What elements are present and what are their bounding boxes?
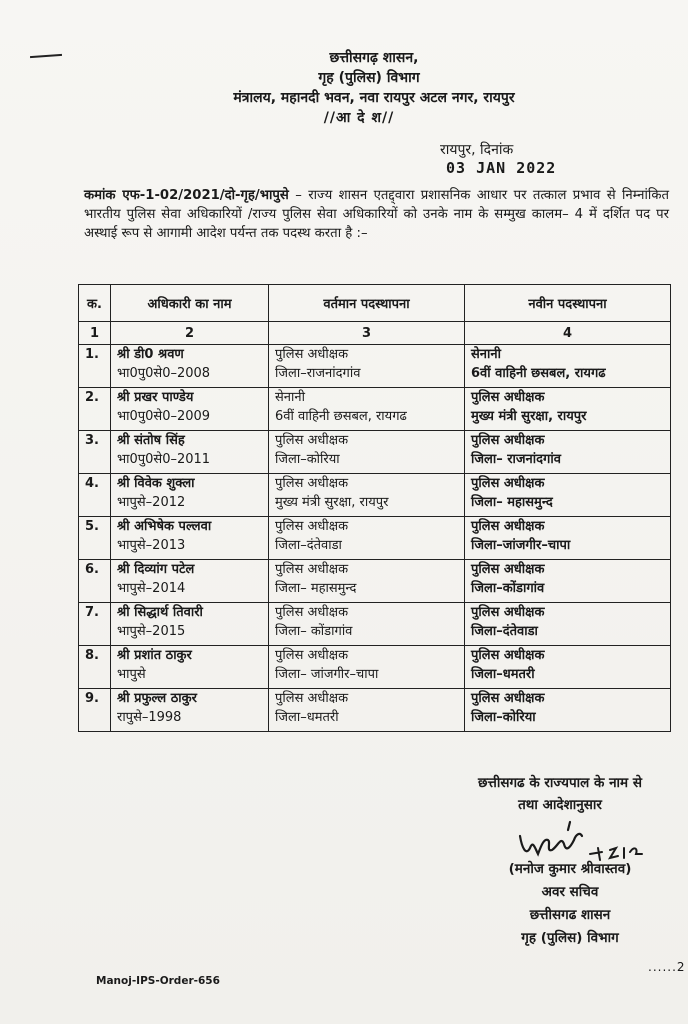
current-place: जिला–धमतरी <box>275 710 339 725</box>
row-serial: 2. <box>79 388 111 431</box>
new-posting-cell <box>465 474 671 517</box>
new-post: पुलिस अधीक्षक <box>471 433 545 448</box>
new-posting-cell <box>465 517 671 560</box>
new-post: पुलिस अधीक्षक <box>471 605 545 620</box>
officer-cell <box>111 517 269 560</box>
date-prefix: रायपुर, दिनांक <box>440 142 514 158</box>
current-posting-cell <box>269 431 465 474</box>
new-posting-cell <box>465 345 671 388</box>
signatory-govt: छत्तीसगढ शासन <box>529 907 611 923</box>
current-post: पुलिस अधीक्षक <box>275 691 349 706</box>
order-reference: कमांक एफ-1-02/2021/दो-गृह/भापुसे <box>84 188 289 203</box>
col-number: 1 <box>79 322 111 345</box>
posting-table <box>78 284 671 732</box>
current-posting-cell <box>269 388 465 431</box>
officer-cell <box>111 474 269 517</box>
table-row <box>79 560 671 603</box>
officer-service-batch: भापुसे–2015 <box>117 624 186 639</box>
closing-authority <box>440 772 680 816</box>
col-number: 3 <box>269 322 465 345</box>
current-place: जिला–दंतेवाडा <box>275 538 342 553</box>
table-row <box>79 517 671 560</box>
header-address: मंत्रालय, महानदी भवन, नवा रायपुर अटल नगर, रायपुर <box>233 90 515 106</box>
column-number-row <box>79 322 671 345</box>
current-post: पुलिस अधीक्षक <box>275 648 349 663</box>
officer-cell <box>111 388 269 431</box>
officer-service-batch: भापुसे <box>117 667 146 682</box>
officer-name: श्री अभिषेक पल्लवा <box>117 519 212 534</box>
date-line <box>440 140 556 177</box>
closing-line-2: तथा आदेशानुसार <box>518 797 602 813</box>
current-posting-cell <box>269 560 465 603</box>
new-posting-cell <box>465 560 671 603</box>
officer-cell <box>111 646 269 689</box>
col-number: 2 <box>111 322 269 345</box>
row-serial: 6. <box>79 560 111 603</box>
officer-service-batch: भापुसे–2014 <box>117 581 186 596</box>
table-row <box>79 474 671 517</box>
officer-name: श्री सिद्धार्थ तिवारी <box>117 605 203 620</box>
order-text: – राज्य शासन एतद्द्वारा प्रशासनिक आधार पर तत्काल प्रभाव से निम्नांकित भारतीय पुलिस सेवा अधिकारियों /राज्य पुलिस सेवा अधिकारियों को उनके नाम के सम्मुख कालम– 4 में दर्शित पद पर अस्थाई रूप से आगामी आदेश पर्यन्त तक पदस्थ करता है :– <box>84 188 669 241</box>
row-serial: 3. <box>79 431 111 474</box>
row-serial: 8. <box>79 646 111 689</box>
officer-name: श्री डी0 श्रवण <box>117 347 184 362</box>
new-post: पुलिस अधीक्षक <box>471 519 545 534</box>
row-serial: 9. <box>79 689 111 732</box>
current-place: 6वीं वाहिनी छसबल, रायगढ <box>275 409 407 424</box>
officer-name: श्री विवेक शुक्ला <box>117 476 195 491</box>
table-row <box>79 431 671 474</box>
new-place: जिला–कोंडागांव <box>471 581 545 596</box>
new-post: पुलिस अधीक्षक <box>471 476 545 491</box>
letterhead <box>0 48 688 128</box>
new-place: जिला–दंतेवाडा <box>471 624 538 639</box>
current-place: जिला–राजनांदगांव <box>275 366 361 381</box>
new-posting-cell <box>465 603 671 646</box>
officer-cell <box>111 345 269 388</box>
current-posting-cell <box>269 603 465 646</box>
officer-cell <box>111 603 269 646</box>
header-govt: छत्तीसगढ़ शासन, <box>329 50 419 66</box>
officer-name: श्री दिव्यांग पटेल <box>117 562 195 577</box>
new-post: पुलिस अधीक्षक <box>471 691 545 706</box>
signatory-department: गृह (पुलिस) विभाग <box>521 930 619 946</box>
table-header-row <box>79 285 671 322</box>
current-place: जिला– जांजगीर–चापा <box>275 667 379 682</box>
officer-name: श्री प्रखर पाण्डेय <box>117 390 194 405</box>
new-posting-cell <box>465 431 671 474</box>
signatory-name: (मनोज कुमार श्रीवास्तव) <box>508 861 632 877</box>
current-posting-cell <box>269 689 465 732</box>
date-stamp: 03 JAN 2022 <box>446 159 557 177</box>
header-department: गृह (पुलिस) विभाग <box>318 70 420 86</box>
new-post: सेनानी <box>471 347 501 362</box>
current-post: सेनानी <box>275 390 305 405</box>
new-place: जिला–जांजगीर–चापा <box>471 538 571 553</box>
officer-name: श्री संतोष सिंह <box>117 433 185 448</box>
current-posting-cell <box>269 517 465 560</box>
new-posting-cell <box>465 646 671 689</box>
row-serial: 7. <box>79 603 111 646</box>
new-place: 6वीं वाहिनी छसबल, रायगढ <box>471 366 606 381</box>
order-paragraph <box>84 186 669 243</box>
new-posting-cell <box>465 388 671 431</box>
table-row <box>79 646 671 689</box>
row-serial: 1. <box>79 345 111 388</box>
table-row <box>79 345 671 388</box>
row-serial: 4. <box>79 474 111 517</box>
officer-service-batch: भा0पु0से0–2009 <box>117 409 211 424</box>
table-row <box>79 689 671 732</box>
current-posting-cell <box>269 646 465 689</box>
officer-service-batch: भापुसे–2013 <box>117 538 186 553</box>
current-place: मुख्य मंत्री सुरक्षा, रायपुर <box>275 495 389 510</box>
new-post: पुलिस अधीक्षक <box>471 390 545 405</box>
officer-cell <box>111 689 269 732</box>
current-posting-cell <box>269 345 465 388</box>
new-posting-cell <box>465 689 671 732</box>
new-place: जिला–धमतरी <box>471 667 535 682</box>
header-order-title: //आ दे श// <box>323 110 395 126</box>
signatory-block <box>470 858 670 950</box>
new-post: पुलिस अधीक्षक <box>471 648 545 663</box>
current-post: पुलिस अधीक्षक <box>275 605 349 620</box>
current-post: पुलिस अधीक्षक <box>275 433 349 448</box>
signatory-designation: अवर सचिव <box>541 884 599 900</box>
page-continuation-marker: ......2 <box>648 960 686 974</box>
table-row <box>79 388 671 431</box>
current-place: जिला– महासमुन्द <box>275 581 357 596</box>
officer-service-batch: भापुसे–2012 <box>117 495 186 510</box>
header-officer-name: अधिकारी का नाम <box>111 285 269 322</box>
row-serial: 5. <box>79 517 111 560</box>
new-place: मुख्य मंत्री सुरक्षा, रायपुर <box>471 409 587 424</box>
closing-line-1: छत्तीसगढ के राज्यपाल के नाम से <box>478 775 642 791</box>
current-post: पुलिस अधीक्षक <box>275 562 349 577</box>
officer-service-batch: भा0पु0से0–2011 <box>117 452 211 467</box>
current-post: पुलिस अधीक्षक <box>275 347 349 362</box>
officer-name: श्री प्रशांत ठाकुर <box>117 648 192 663</box>
officer-name: श्री प्रफुल्ल ठाकुर <box>117 691 197 706</box>
current-post: पुलिस अधीक्षक <box>275 476 349 491</box>
header-new-posting: नवीन पदस्थापना <box>465 285 671 322</box>
header-current-posting: वर्तमान पदस्थापना <box>269 285 465 322</box>
new-post: पुलिस अधीक्षक <box>471 562 545 577</box>
current-posting-cell <box>269 474 465 517</box>
header-serial: क. <box>79 285 111 322</box>
new-place: जिला–कोरिया <box>471 710 536 725</box>
current-place: जिला– कोंडागांव <box>275 624 353 639</box>
officer-cell <box>111 560 269 603</box>
new-place: जिला– राजनांदगांव <box>471 452 561 467</box>
table-row <box>79 603 671 646</box>
col-number: 4 <box>465 322 671 345</box>
new-place: जिला– महासमुन्द <box>471 495 553 510</box>
footer-reference: Manoj-IPS-Order-656 <box>96 975 220 987</box>
officer-cell <box>111 431 269 474</box>
current-post: पुलिस अधीक्षक <box>275 519 349 534</box>
officer-service-batch: रापुसे–1998 <box>117 710 182 725</box>
officer-service-batch: भा0पु0से0–2008 <box>117 366 211 381</box>
current-place: जिला–कोरिया <box>275 452 340 467</box>
